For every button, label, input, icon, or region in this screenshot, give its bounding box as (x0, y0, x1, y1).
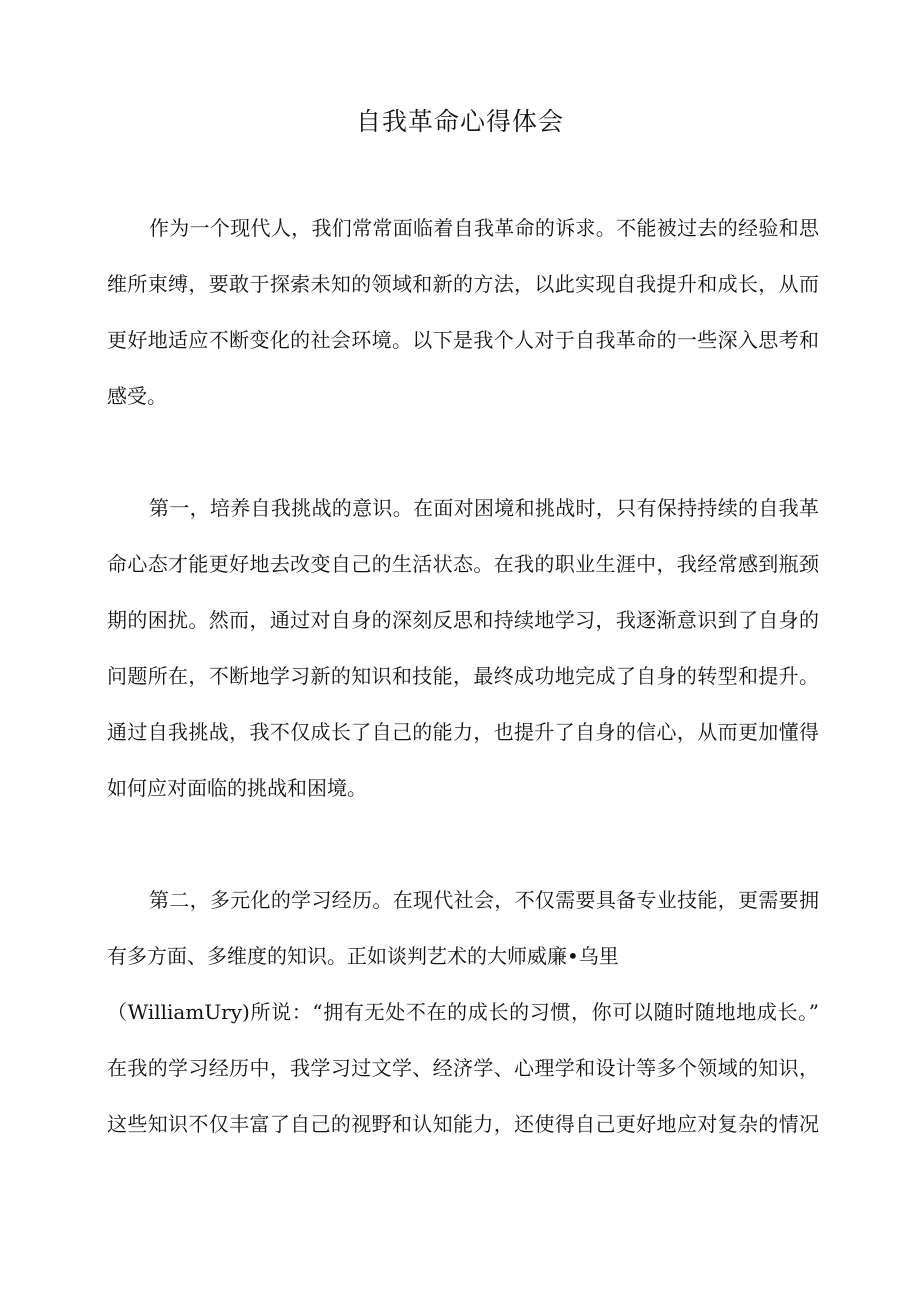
paragraph-line: 第一，培养自我挑战的意识。在面对困境和挑战时，只有保持持续的自我革 (149, 496, 819, 520)
paragraph-line: 问题所在，不断地学习新的知识和技能，最终成功地完成了自身的转型和提升。 (107, 664, 819, 688)
paragraph-first (107, 480, 819, 816)
paragraph-spacer (107, 816, 819, 872)
paragraph-line: 如何应对面临的挑战和困境。 (107, 776, 367, 800)
paragraph-line: 维所束缚，要敢于探索未知的领域和新的方法，以此实现自我提升和成长，从而 (107, 272, 819, 296)
paragraph-line: 有多方面、多维度的知识。正如谈判艺术的大师威廉•乌里 (107, 944, 619, 968)
paragraph-line: 作为一个现代人，我们常常面临着自我革命的诉求。不能被过去的经验和思 (149, 216, 819, 240)
paragraph-line: 第二，多元化的学习经历。在现代社会，不仅需要具备专业技能，更需要拥 (149, 888, 819, 912)
paragraph-spacer (107, 424, 819, 480)
paragraph-line: 感受。 (107, 384, 167, 408)
document-title: 自我革命心得体会 (355, 107, 564, 136)
paragraph-line: 命心态才能更好地去改变自己的生活状态。在我的职业生涯中，我经常感到瓶颈 (107, 552, 819, 576)
paragraph-second (107, 872, 819, 1152)
paragraph-intro (107, 200, 819, 424)
paragraph-line: 在我的学习经历中，我学习过文学、经济学、心理学和设计等多个领域的知识， (107, 1056, 819, 1080)
paragraph-line: 通过自我挑战，我不仅成长了自己的能力，也提升了自身的信心，从而更加懂得 (107, 720, 819, 744)
document-body (107, 200, 819, 1152)
paragraph-line: （WilliamUry)所说：“拥有无处不在的成长的习惯，你可以随时随地地成长。” (107, 1000, 819, 1024)
paragraph-line: 更好地适应不断变化的社会环境。以下是我个人对于自我革命的一些深入思考和 (107, 328, 819, 352)
paragraph-line: 期的困扰。然而，通过对自身的深刻反思和持续地学习，我逐渐意识到了自身的 (107, 608, 819, 632)
paragraph-line: 这些知识不仅丰富了自己的视野和认知能力，还使得自己更好地应对复杂的情况 (107, 1112, 819, 1136)
